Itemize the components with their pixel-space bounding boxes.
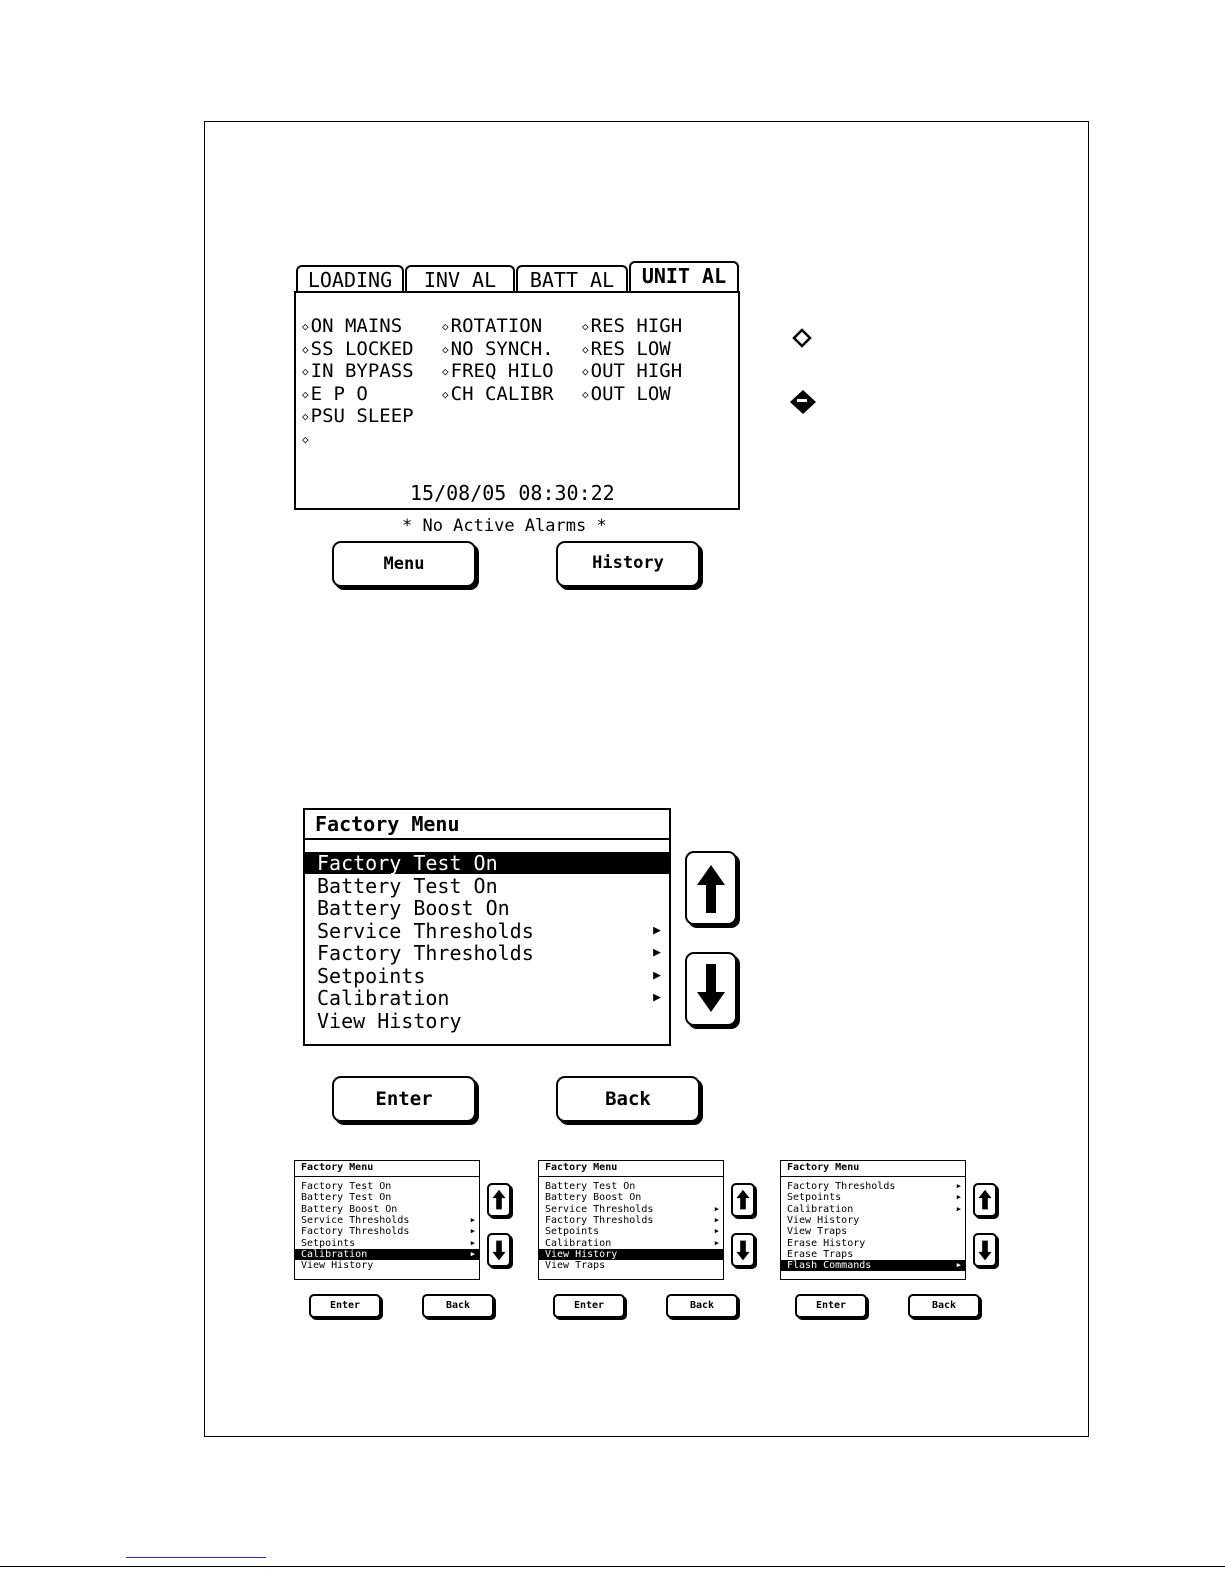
- arrow-up-icon: [733, 1185, 753, 1215]
- tab-loading[interactable]: LOADING: [296, 265, 404, 293]
- alarm-label: ROTATION: [450, 315, 543, 337]
- hollow-diamond-icon: ◇: [582, 320, 589, 333]
- alarm-label: IN BYPASS: [310, 360, 414, 382]
- back-button[interactable]: Back: [422, 1294, 494, 1318]
- menu-item[interactable]: [305, 920, 669, 942]
- submenu-arrow-icon: ▶: [653, 990, 661, 1005]
- alarm-item: [442, 360, 554, 385]
- datetime-display: 15/08/05 08:30:22: [410, 481, 615, 505]
- submenu-arrow-icon: ▶: [653, 967, 661, 983]
- menu-item[interactable]: [305, 852, 669, 874]
- submenu-arrow-icon: ▶: [470, 1215, 475, 1224]
- alarm-item: [442, 383, 554, 408]
- scroll-down-button[interactable]: [731, 1233, 755, 1267]
- enter-button[interactable]: Enter: [553, 1294, 625, 1318]
- menu-item[interactable]: [539, 1204, 723, 1215]
- hollow-diamond-icon: ◇: [302, 432, 309, 446]
- menu-item-label: Service Thresholds: [301, 1214, 410, 1226]
- menu-item[interactable]: [781, 1226, 965, 1237]
- menu-item-label: Setpoints: [545, 1226, 600, 1238]
- menu-item[interactable]: [539, 1238, 723, 1249]
- hollow-diamond-icon: ◇: [302, 387, 309, 401]
- menu-item-label: Calibration: [301, 1248, 368, 1260]
- submenu-arrow-icon: ▶: [956, 1204, 961, 1213]
- menu-item[interactable]: [295, 1249, 479, 1260]
- small-menu-title: Factory Menu: [301, 1162, 374, 1173]
- menu-item-label: Calibration: [317, 986, 450, 1010]
- hollow-diamond-icon: ◇: [442, 320, 449, 333]
- menu-item[interactable]: [539, 1260, 723, 1271]
- menu-item-label: View History: [301, 1260, 374, 1272]
- submenu-arrow-icon: ▶: [956, 1182, 961, 1190]
- menu-item[interactable]: [539, 1181, 723, 1192]
- small-factory-menu-screen: [294, 1160, 480, 1280]
- menu-item-label: Factory Thresholds: [301, 1226, 410, 1238]
- arrow-down-icon: [733, 1235, 753, 1265]
- enter-button[interactable]: Enter: [332, 1076, 476, 1122]
- title-divider: [295, 1176, 479, 1177]
- menu-item-label: View History: [317, 1008, 462, 1033]
- arrow-down-icon: [687, 954, 735, 1024]
- hollow-diamond-icon: ◇: [442, 342, 449, 356]
- arrow-down-icon: [975, 1235, 995, 1265]
- menu-item[interactable]: [305, 987, 669, 1009]
- menu-item-label: Erase History: [787, 1237, 866, 1249]
- menu-item-label: Setpoints: [301, 1237, 356, 1249]
- alarm-label: RES HIGH: [590, 315, 683, 337]
- menu-item[interactable]: [295, 1215, 479, 1226]
- footer-link-underline: [126, 1557, 266, 1558]
- factory-menu-screen: [303, 808, 671, 1046]
- hollow-diamond-icon: ◇: [442, 387, 449, 401]
- menu-item[interactable]: [781, 1204, 965, 1215]
- alarm-item: [442, 315, 542, 340]
- scroll-up-button[interactable]: [487, 1183, 511, 1217]
- menu-item-label: View Traps: [545, 1260, 606, 1272]
- submenu-arrow-icon: ▶: [470, 1249, 475, 1258]
- hollow-diamond-icon: ◇: [302, 365, 309, 378]
- menu-item[interactable]: [781, 1215, 965, 1226]
- title-divider: [539, 1176, 723, 1177]
- submenu-arrow-icon: ▶: [714, 1215, 719, 1224]
- menu-item-label: Factory Test On: [317, 851, 498, 875]
- menu-item-label: Factory Test On: [301, 1181, 392, 1192]
- back-button[interactable]: Back: [666, 1294, 738, 1318]
- alarm-item: [302, 383, 368, 408]
- title-divider: [781, 1176, 965, 1177]
- factory-menu-title: Factory Menu: [315, 812, 460, 836]
- menu-item[interactable]: [295, 1260, 479, 1271]
- menu-item-label: View History: [787, 1214, 860, 1226]
- menu-button[interactable]: Menu: [332, 541, 476, 587]
- hollow-diamond-icon: ◇: [442, 365, 449, 378]
- menu-item-label: Erase Traps: [787, 1248, 854, 1260]
- menu-item[interactable]: [295, 1192, 479, 1203]
- menu-item[interactable]: [781, 1192, 965, 1203]
- hollow-diamond-icon: ◇: [302, 342, 309, 356]
- back-button[interactable]: Back: [556, 1076, 700, 1122]
- submenu-arrow-icon: ▶: [714, 1238, 719, 1247]
- hollow-diamond-icon: ◇: [582, 342, 589, 356]
- menu-item[interactable]: [295, 1226, 479, 1237]
- menu-item[interactable]: [539, 1192, 723, 1203]
- submenu-arrow-icon: ▶: [714, 1204, 719, 1213]
- alarm-label: CH CALIBR: [450, 382, 554, 405]
- arrow-up-icon: [687, 853, 735, 923]
- menu-item-label: Battery Boost On: [545, 1192, 642, 1204]
- submenu-arrow-icon: ▶: [956, 1193, 961, 1202]
- alarm-label: NO SYNCH.: [450, 337, 554, 360]
- menu-item[interactable]: [539, 1226, 723, 1237]
- alarm-item: [582, 315, 682, 340]
- menu-item[interactable]: [539, 1215, 723, 1226]
- menu-item[interactable]: [305, 1010, 669, 1032]
- menu-item-label: Factory Thresholds: [317, 941, 534, 965]
- history-button[interactable]: History: [556, 541, 700, 587]
- menu-item-label: Setpoints: [317, 963, 426, 988]
- arrow-up-icon: [975, 1185, 995, 1215]
- scroll-down-button[interactable]: [685, 952, 737, 1026]
- tab-batt-al[interactable]: BATT AL: [516, 265, 628, 293]
- menu-item-label: Factory Thresholds: [787, 1181, 896, 1192]
- menu-item-label: Battery Test On: [301, 1192, 392, 1204]
- menu-item[interactable]: [781, 1238, 965, 1249]
- menu-item[interactable]: [305, 942, 669, 964]
- alarm-label: FREQ HILO: [450, 360, 554, 382]
- alarm-item: [302, 405, 414, 430]
- menu-item-label: Calibration: [545, 1237, 612, 1249]
- arrow-up-icon: [489, 1185, 509, 1215]
- alarm-label: OUT HIGH: [590, 360, 683, 382]
- alarm-label: E P O: [310, 382, 368, 405]
- enter-button[interactable]: Enter: [795, 1294, 867, 1318]
- submenu-arrow-icon: ▶: [956, 1261, 961, 1270]
- menu-item-label: Factory Thresholds: [545, 1214, 654, 1226]
- status-message: * No Active Alarms *: [402, 516, 607, 536]
- alarm-item: [302, 338, 414, 363]
- menu-item[interactable]: [305, 965, 669, 987]
- menu-item[interactable]: [295, 1204, 479, 1215]
- small-menu-title: Factory Menu: [787, 1162, 860, 1173]
- title-divider: [305, 838, 669, 840]
- menu-item-label: Battery Test On: [545, 1181, 636, 1192]
- filled-diamond-icon: [788, 388, 818, 421]
- back-button[interactable]: Back: [908, 1294, 980, 1318]
- tab-unit-al[interactable]: UNIT AL: [629, 261, 739, 293]
- alarm-label: SS LOCKED: [310, 337, 414, 360]
- submenu-arrow-icon: ▶: [653, 922, 661, 938]
- small-factory-menu-screen: [538, 1160, 724, 1280]
- scroll-up-button[interactable]: [685, 851, 737, 925]
- tab-inv-al[interactable]: INV AL: [405, 265, 515, 293]
- alarm-item: [582, 383, 671, 408]
- menu-item[interactable]: [305, 875, 669, 897]
- submenu-arrow-icon: ▶: [470, 1227, 475, 1236]
- menu-item[interactable]: [295, 1238, 479, 1249]
- menu-item-label: View History: [545, 1248, 618, 1260]
- alarm-label: RES LOW: [590, 337, 671, 360]
- scroll-down-button[interactable]: [973, 1233, 997, 1267]
- alarm-label: PSU SLEEP: [310, 405, 414, 427]
- menu-item[interactable]: [539, 1249, 723, 1260]
- alarm-label: ON MAINS: [310, 315, 403, 337]
- alarm-item: [582, 338, 671, 363]
- alarm-item: [442, 338, 554, 363]
- menu-item[interactable]: [781, 1249, 965, 1260]
- small-factory-menu-screen: [780, 1160, 966, 1280]
- menu-item[interactable]: [781, 1181, 965, 1192]
- footer-rule: [0, 1566, 1225, 1567]
- menu-item-label: Flash Commands: [787, 1260, 872, 1272]
- hollow-diamond-icon: ◇: [302, 320, 309, 333]
- menu-item-label: Setpoints: [787, 1192, 842, 1204]
- small-menu-title: Factory Menu: [545, 1162, 618, 1173]
- menu-item-label: Calibration: [787, 1203, 854, 1215]
- menu-item-label: Service Thresholds: [545, 1203, 654, 1215]
- hollow-diamond-icon: ◇: [302, 410, 309, 423]
- alarm-item: [302, 428, 311, 453]
- menu-item-label: Service Thresholds: [317, 918, 534, 943]
- menu-item-label: Battery Boost On: [317, 896, 510, 920]
- submenu-arrow-icon: ▶: [714, 1227, 719, 1236]
- arrow-down-icon: [489, 1235, 509, 1265]
- alarm-item: [302, 360, 414, 385]
- hollow-diamond-icon: ◇: [582, 387, 589, 401]
- menu-item-label: Battery Boost On: [301, 1203, 398, 1215]
- menu-item[interactable]: [305, 897, 669, 919]
- submenu-arrow-icon: ▶: [653, 945, 661, 960]
- alarm-item: [302, 315, 402, 340]
- hollow-diamond-icon: ◇: [582, 365, 589, 378]
- hollow-diamond-icon: [792, 328, 812, 353]
- menu-item[interactable]: [295, 1181, 479, 1192]
- alarm-item: [582, 360, 682, 385]
- menu-item-label: Battery Test On: [317, 873, 498, 898]
- scroll-down-button[interactable]: [487, 1233, 511, 1267]
- scroll-up-button[interactable]: [973, 1183, 997, 1217]
- menu-item-label: View Traps: [787, 1226, 848, 1238]
- scroll-up-button[interactable]: [731, 1183, 755, 1217]
- alarm-label: OUT LOW: [590, 382, 671, 405]
- enter-button[interactable]: Enter: [309, 1294, 381, 1318]
- submenu-arrow-icon: ▶: [470, 1238, 475, 1247]
- menu-item[interactable]: [781, 1260, 965, 1271]
